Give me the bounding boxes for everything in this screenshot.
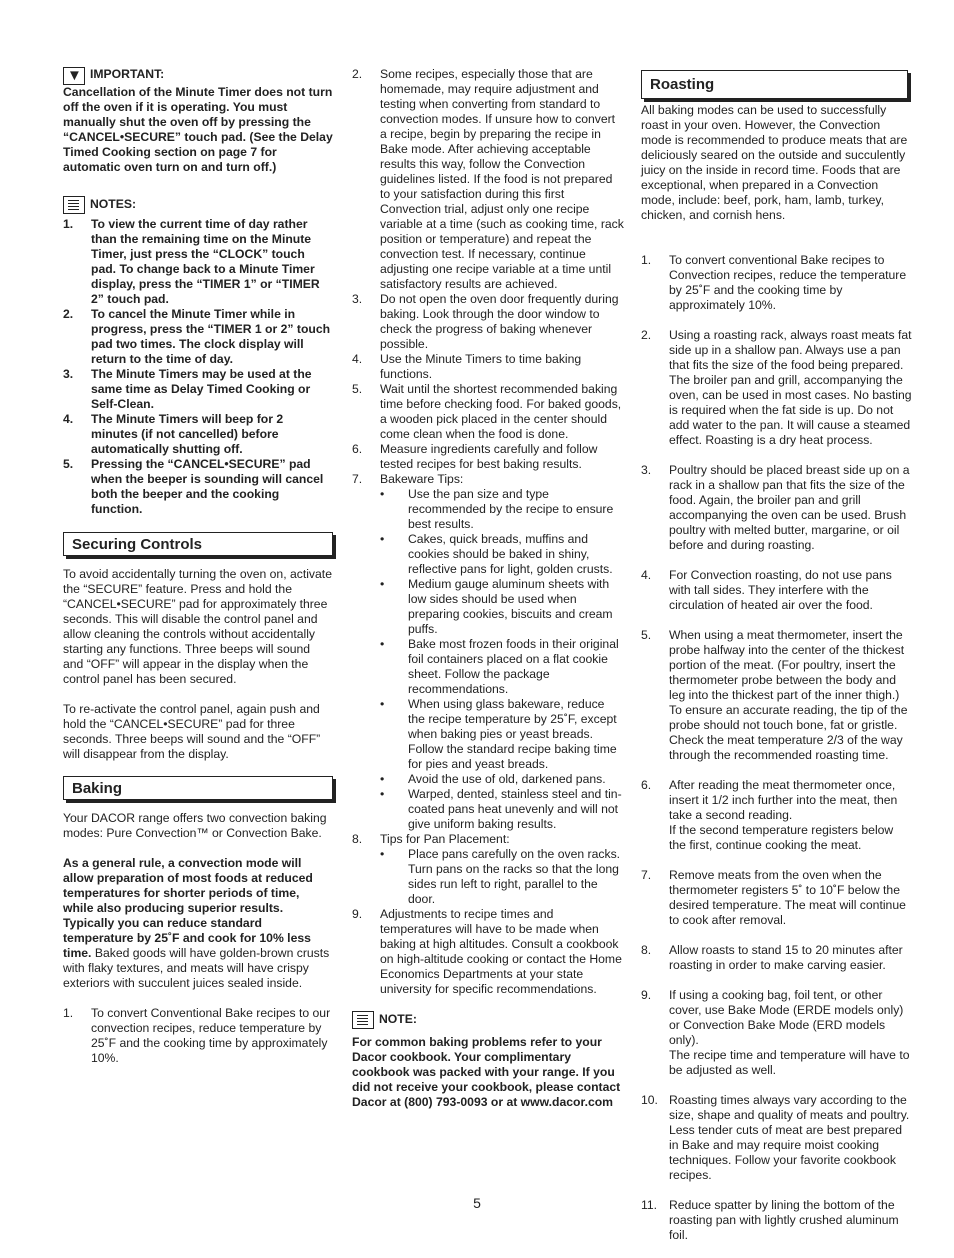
baking-para-2: As a general rule, a convection mode will allow preparation of most foods at reduced temperatures for shorter periods of time, while also producing superior results. Typically you can reduce standard temperature by 25˚F and cook for 10% less time. Baked goods will have golden-brown crusts with flaky textures, and meats will have crispy exteriors with succulent juices sealed inside. bbox=[63, 856, 330, 990]
list-item: 6. Measure ingredients carefully and follow tested recipes for best baking results. bbox=[352, 442, 598, 471]
notes-heading: NOTES: bbox=[63, 196, 333, 214]
important-text: Cancellation of the Minute Timer does not turn off the oven if it is operating. You must manually shut the oven off by pressing the “CANCEL•SECURE” touch pad. (See the Delay Timed Cooking section on page 7 for automatic oven turn on and turn off.) bbox=[63, 85, 333, 174]
list-item: 1. To view the current time of day rather than the remaining time on the Minute Timer, just press the “CLOCK” touch pad. To change back to a Minute Timer display, press the “TIMER 1” or “TIMER 2” touch pad. bbox=[63, 217, 320, 306]
roasting-heading: Roasting bbox=[641, 70, 908, 99]
list-item: 1. To convert Conventional Bake recipes to our convection recipes, reduce temperature by 25˚F and the cooking time by approximately 10%. bbox=[63, 1006, 331, 1065]
important-heading: ▼ IMPORTANT: bbox=[63, 67, 333, 85]
list-item: • Place pans carefully on the oven racks. Turn pans on the racks so that the long sides run left to right, parallel to the door. bbox=[380, 847, 624, 907]
list-item: • Use the pan size and type recommended by the recipe to ensure best results. bbox=[380, 487, 624, 532]
list-item: 2. To cancel the Minute Timer while in progress, press the “TIMER 1 or 2” touch pad two times. The clock display will return to the time of day. bbox=[63, 307, 331, 366]
securing-para-1: To avoid accidentally turning the oven on, activate the “SECURE” feature. Press and hold the “CANCEL•SECURE” pad for approximately three seconds. This will disable the control panel and allow cleaning the controls without accidentally starting any functions. Three beeps will sound and “OFF” will appear in the display when the control panel has been secured. bbox=[63, 567, 332, 686]
list-item: 4. Use the Minute Timers to time baking functions. bbox=[352, 352, 582, 381]
list-item: 11. Reduce spatter by lining the bottom of the roasting pan with lightly crushed aluminum foil. bbox=[641, 1198, 899, 1242]
pan-tips-list bbox=[380, 847, 624, 907]
bakeware-tips-list bbox=[380, 487, 624, 832]
warning-icon: ▼ bbox=[63, 67, 85, 85]
list-item: 4. The Minute Timers will beep for 2 minutes (if not cancelled) before automatically shutting off. bbox=[63, 412, 284, 456]
baking-list-continued bbox=[352, 67, 624, 997]
list-item: 10. Roasting times always vary according to the size, shape and quality of meats and poultry. Less tender cuts of meat are best prepared in Bake and may require moist cooking techniques. Follow your favorite cookbook recipes. bbox=[641, 1093, 910, 1182]
list-item: 3. Poultry should be placed breast side up on a rack in a shallow pan that fits the size of the food. Again, the broiler pan and grill accompanying the oven can be used. Brush poultry with melted butter, margarine, or oil before and during roasting. bbox=[641, 463, 910, 552]
list-item: 3. Do not open the oven door frequently during baking. Look through the door window to check the progress of baking whenever possible. bbox=[352, 292, 619, 351]
column-left bbox=[63, 67, 333, 1066]
notes-list bbox=[63, 217, 333, 517]
note-heading: NOTE: bbox=[352, 1011, 624, 1029]
notepad-icon bbox=[63, 196, 85, 214]
list-item: 8. Tips for Pan Placement: • Place pans carefully on the oven racks. Turn pans on the racks so that the long sides run left to right, parallel to the door. bbox=[352, 832, 624, 907]
list-item: 7. Remove meats from the oven when the thermometer registers 5˚ to 10˚F below the desired temperature. The meat will continue to cook after removal. bbox=[641, 868, 906, 927]
baking-para-1: Your DACOR range offers two convection baking modes: Pure Convection™ or Convection Bake. bbox=[63, 811, 327, 840]
note-text: For common baking problems refer to your Dacor cookbook. Your complimentary cookbook was packed with your range. If you did not receive your cookbook, please contact Dacor at (800) 793-0093 or at www.dacor.com bbox=[352, 1035, 621, 1109]
list-item: 5. Pressing the “CANCEL•SECURE” pad when the beeper is sounding will cancel both the beeper and the cooking function. bbox=[63, 457, 324, 516]
list-item: 8. Allow roasts to stand 15 to 20 minutes after roasting in order to make carving easier. bbox=[641, 943, 903, 972]
securing-para-2: To re-activate the control panel, again push and hold the “CANCEL•SECURE” pad for three seconds. Three beeps will sound and the “OFF” will disappear from the display. bbox=[63, 702, 321, 761]
list-item: 4. For Convection roasting, do not use pans with tall sides. They interfere with the circulation of heated air over the food. bbox=[641, 568, 892, 612]
column-middle bbox=[352, 67, 624, 1110]
list-item: • Cakes, quick breads, muffins and cookies should be baked in shiny, reflective pans for light, golden crusts. bbox=[380, 532, 624, 577]
notepad-icon bbox=[352, 1011, 374, 1029]
list-item: 9. Adjustments to recipe times and temperatures will have to be made when baking at high altitudes. Consult a cookbook on high-altitude cooking or contact the Home Economics Departments at your state university for specific recommendations. bbox=[352, 907, 622, 996]
list-item: • Warped, dented, stainless steel and tin-coated pans heat unevenly and will not give uniform baking results. bbox=[380, 787, 624, 832]
column-right bbox=[641, 70, 913, 1258]
list-item: 1. To convert conventional Bake recipes to Convection recipes, reduce the temperature by 25˚F and the cooking time by approximately 10%. bbox=[641, 253, 907, 312]
list-item: • Medium gauge aluminum sheets with low sides should be used when preparing cookies, biscuits and cream puffs. bbox=[380, 577, 624, 637]
list-item: 3. The Minute Timers may be used at the same time as Delay Timed Cooking or Self-Clean. bbox=[63, 367, 312, 411]
list-item: 5. Wait until the shortest recommended baking time before checking food. For baked goods, a wooden pick placed in the center should come clean when the food is done. bbox=[352, 382, 622, 441]
list-item: 9. If using a cooking bag, foil tent, or other cover, use Bake Mode (ERDE models only) or Convection Bake Mode (ERD models only). The recipe time and temperature will have to be adjusted as well. bbox=[641, 988, 910, 1077]
list-item: 6. After reading the meat thermometer once, insert it 1/2 inch further into the meat, then take a second reading. If the second temperature registers below the first, continue cooking the meat. bbox=[641, 778, 898, 852]
roasting-intro: All baking modes can be used to successfully roast in your oven. However, the Convection mode is recommended to produce meats that are deliciously seared on the outside and succulently juicy on the inside in record time. Foods that are exceptional, when prepared in a Convection mode, include: beef, pork, ham, lamb, turkey, chicken, and cornish hens. bbox=[641, 103, 908, 222]
list-item: • When using glass bakeware, reduce the recipe temperature by 25˚F, except when baking pies or yeast breads. Follow the standard recipe baking time for pies and yeast breads. bbox=[380, 697, 624, 772]
page-number: 5 bbox=[473, 1195, 481, 1211]
securing-controls-heading: Securing Controls bbox=[63, 532, 333, 556]
roasting-list bbox=[641, 238, 913, 1258]
baking-heading: Baking bbox=[63, 776, 333, 800]
list-item: 2. Using a roasting rack, always roast meats fat side up in a shallow pan. Always use a pan that fits the size of the food being prepared. The broiler pan and grill, accompanying the oven, can be used in most cases. No basting is required when the fat side is up. Do not add water to the pan. It will cause a steamed effect. Roasting is a dry heat process. bbox=[641, 328, 912, 447]
list-item: • Avoid the use of old, darkened pans. bbox=[380, 772, 624, 787]
list-item: 5. When using a meat thermometer, insert the probe halfway into the center of the thickest portion of the meat. (For poultry, insert the thermometer probe between the body and leg into the thickest part of the inner thigh.) To ensure an accurate reading, the tip of the probe should not touch bone, fat or gristle. Check the meat temperature 2/3 of the way through the recommended roasting time. bbox=[641, 628, 908, 762]
list-item: 2. Some recipes, especially those that are homemade, may require adjustment and testing when converting from standard to convection modes. If unsure how to convert a recipe, begin by preparing the recipe in Bake mode. After achieving acceptable results this way, follow the Convection guidelines listed. If the food is not prepared to your satisfaction during this first Convection trial, adjust only one recipe variable at a time (such as cooking time, rack position or temperature) and repeat the convection test. If necessary, continue adjusting one recipe variable at a time until satisfactory results are achieved. bbox=[352, 67, 624, 291]
list-item: • Bake most frozen foods in their original foil containers placed on a flat cookie sheet. Follow the package recommendations. bbox=[380, 637, 624, 697]
baking-list-start bbox=[63, 1006, 333, 1066]
list-item: 7. Bakeware Tips: • Use the pan size and type recommended by the recipe to ensure best results. • Cakes, quick breads, muffins and cookies should be baked in shiny, reflective pans for light, golden crusts. • Medium gauge aluminum sheets with low sides should be used when preparing cookies, biscuits and cream puffs. • Bake most frozen foods in their original foil containers placed on a flat cookie sheet. Follow the package recommendations. • When using glass bakeware, reduce the recipe temperature by 25˚F, except when baking pies or yeast breads. Follow the standard recipe baking time for pies and yeast breads. • Avoid the use of old, darkened pans. • Warped, dented, stainless steel and tin-coated pans heat unevenly and will not give uniform baking results. bbox=[352, 472, 624, 832]
